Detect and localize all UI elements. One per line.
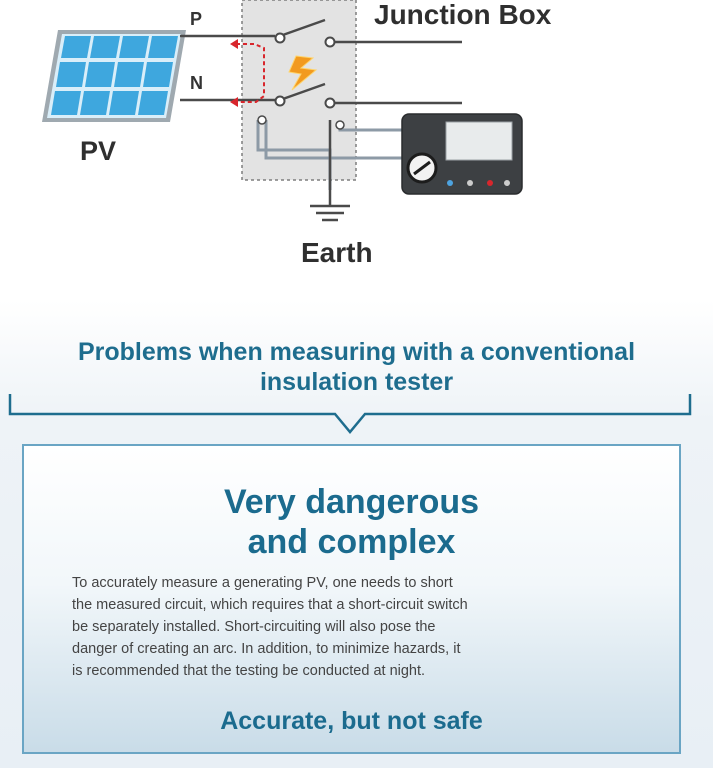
box-body-line: the measured circuit, which requires that a short-circuit switch [72, 597, 468, 613]
pv-label: PV [80, 136, 117, 166]
pv-circuit-diagram [0, 0, 713, 290]
junction-box [242, 0, 356, 180]
junction-box-label: Junction Box [374, 0, 552, 30]
short-arrow-bottom-icon [230, 97, 238, 107]
box-footer: Accurate, but not safe [220, 707, 483, 735]
box-title [24, 482, 679, 562]
box-body-line: is recommended that the testing be conducted at night. [72, 663, 426, 679]
box-title-line2: and complex [247, 523, 456, 561]
bracket-divider [0, 392, 713, 438]
problem-heading-line2: insulation tester [259, 368, 454, 396]
problem-heading-line1: Problems when measuring with a conventional [77, 338, 636, 366]
box-body-line: danger of creating an arc. In addition, to minimize hazards, it [72, 641, 461, 657]
p-label: P [190, 9, 203, 29]
box-body-line: To accurately measure a generating PV, one needs to short [72, 575, 453, 591]
pv-panel-icon [42, 30, 186, 122]
short-arrow-top-icon [230, 39, 238, 49]
n-label: N [190, 73, 203, 93]
info-box [22, 444, 681, 754]
box-body-line: be separately installed. Short-circuiting will also pose the [72, 619, 436, 635]
problem-heading [0, 337, 713, 397]
earth-label: Earth [301, 237, 373, 268]
box-title-line1: Very dangerous [223, 483, 480, 521]
box-body [72, 572, 642, 682]
insulation-tester-icon [402, 114, 522, 194]
